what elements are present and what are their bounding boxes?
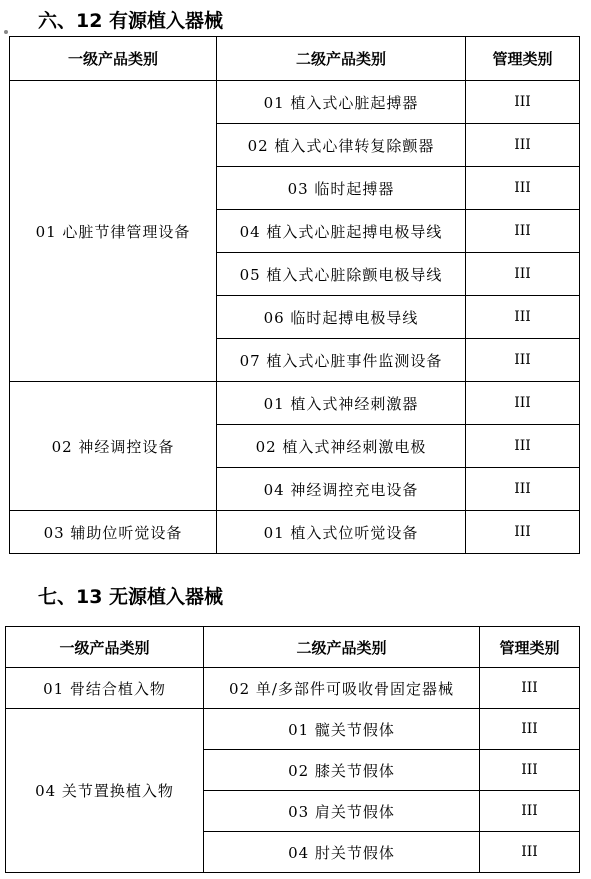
management-class-cell: III [480, 791, 580, 832]
secondary-category-cell: 05 植入式心脏除颤电极导线 [217, 253, 466, 296]
secondary-category-cell: 06 临时起搏电极导线 [217, 296, 466, 339]
header-row [10, 37, 580, 81]
header-secondary-category: 二级产品类别 [204, 627, 480, 668]
secondary-category-cell: 03 肩关节假体 [204, 791, 480, 832]
section6-table [9, 36, 580, 554]
management-class-cell: III [466, 511, 580, 554]
management-class-cell: III [466, 468, 580, 511]
table-row [10, 81, 580, 124]
secondary-category-cell: 02 单/多部件可吸收骨固定器械 [204, 668, 480, 709]
management-class-cell: III [466, 124, 580, 167]
management-class-cell: III [466, 81, 580, 124]
management-class-cell: III [466, 382, 580, 425]
section7-heading: 七、13 无源植入器械 [38, 586, 224, 608]
decorative-dot [4, 30, 8, 34]
management-class-cell: III [466, 253, 580, 296]
management-class-cell: III [466, 167, 580, 210]
secondary-category-cell: 04 神经调控充电设备 [217, 468, 466, 511]
primary-category-cell: 03 辅助位听觉设备 [10, 511, 217, 554]
management-class-cell: III [466, 210, 580, 253]
section6-heading: 六、12 有源植入器械 [38, 10, 224, 32]
header-management-class: 管理类别 [480, 627, 580, 668]
secondary-category-cell: 02 膝关节假体 [204, 750, 480, 791]
table-row [10, 382, 580, 425]
header-primary-category: 一级产品类别 [10, 37, 217, 81]
management-class-cell: III [480, 668, 580, 709]
secondary-category-cell: 02 植入式心律转复除颤器 [217, 124, 466, 167]
header-primary-category: 一级产品类别 [6, 627, 204, 668]
secondary-category-cell: 04 植入式心脏起搏电极导线 [217, 210, 466, 253]
management-class-cell: III [466, 339, 580, 382]
secondary-category-cell: 01 植入式神经刺激器 [217, 382, 466, 425]
secondary-category-cell: 04 肘关节假体 [204, 832, 480, 873]
table-row [6, 668, 580, 709]
primary-category-cell: 04 关节置换植入物 [6, 709, 204, 873]
management-class-cell: III [466, 425, 580, 468]
management-class-cell: III [466, 296, 580, 339]
secondary-category-cell: 07 植入式心脏事件监测设备 [217, 339, 466, 382]
table-row [10, 511, 580, 554]
secondary-category-cell: 01 植入式心脏起搏器 [217, 81, 466, 124]
management-class-cell: III [480, 832, 580, 873]
header-management-class: 管理类别 [466, 37, 580, 81]
header-secondary-category: 二级产品类别 [217, 37, 466, 81]
table-row [6, 709, 580, 750]
primary-category-cell: 02 神经调控设备 [10, 382, 217, 511]
secondary-category-cell: 01 植入式位听觉设备 [217, 511, 466, 554]
primary-category-cell: 01 心脏节律管理设备 [10, 81, 217, 382]
header-row [6, 627, 580, 668]
management-class-cell: III [480, 709, 580, 750]
secondary-category-cell: 01 髋关节假体 [204, 709, 480, 750]
management-class-cell: III [480, 750, 580, 791]
secondary-category-cell: 03 临时起搏器 [217, 167, 466, 210]
secondary-category-cell: 02 植入式神经刺激电极 [217, 425, 466, 468]
section7-table [5, 626, 580, 873]
primary-category-cell: 01 骨结合植入物 [6, 668, 204, 709]
